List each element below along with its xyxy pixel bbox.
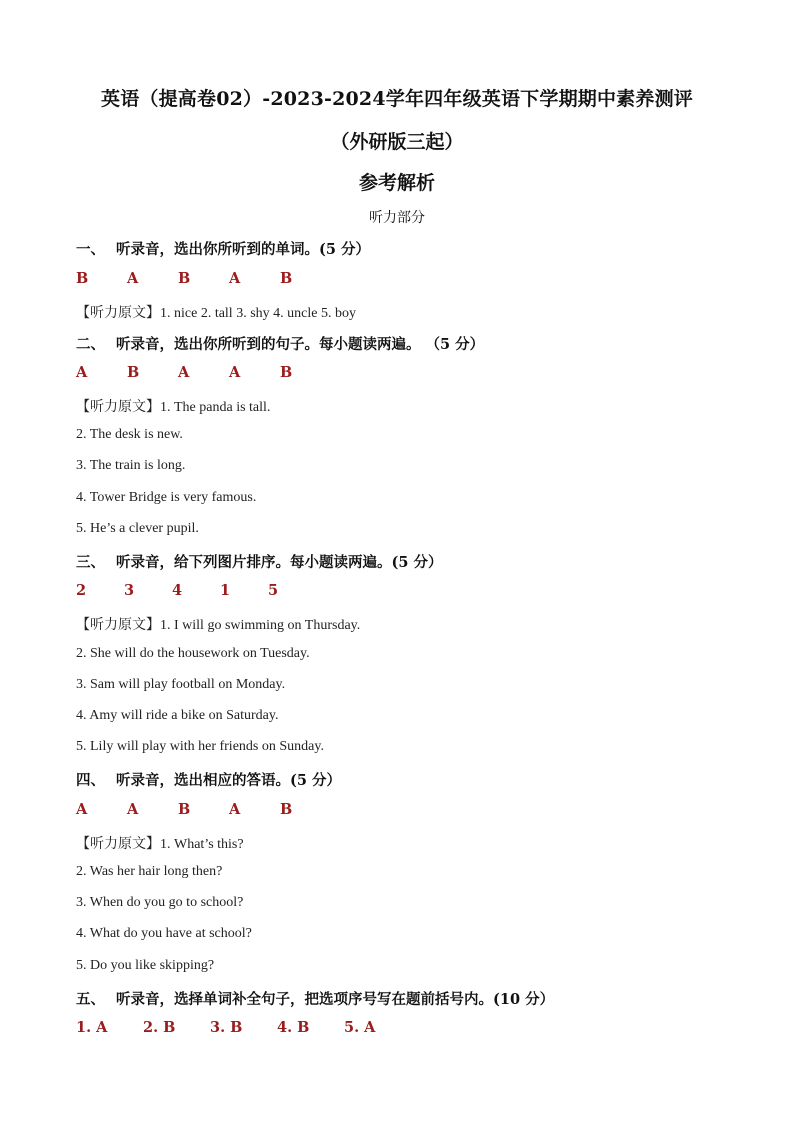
section-5-instruction: 听录音，选择单词补全句子，把选项序号写在题前括号内。(10 分）: [116, 991, 555, 1008]
section-2-heading: [76, 333, 484, 354]
answer: B: [178, 270, 191, 287]
section-3-instruction: 听录音，给下列图片排序。每小题读两遍。(5 分）: [116, 554, 443, 571]
document-title: 英语（提高卷02）-2023-2024学年四年级英语下学期期中素养测评: [101, 88, 693, 110]
script-line: 3. When do you go to school?: [76, 895, 244, 910]
section-5-number: 五、: [76, 991, 105, 1008]
script-tag: 【听力原文】: [76, 305, 160, 321]
answer: 5. A: [344, 1019, 376, 1036]
section-1-answers: [76, 270, 292, 287]
answer: A: [229, 270, 241, 287]
document-subtitle: （外研版三起）: [330, 131, 464, 153]
answer: 2. B: [143, 1019, 176, 1036]
script-line: 2. The desk is new.: [76, 427, 183, 442]
section-4-heading: [76, 769, 341, 790]
answer: B: [280, 270, 293, 287]
script-line: 1. What’s this?: [160, 837, 244, 852]
answer: 3. B: [210, 1019, 243, 1036]
section-4-script-1: [76, 833, 244, 853]
section-3-heading: [76, 551, 443, 572]
section-3-script-1: [76, 614, 360, 634]
script-tag: 【听力原文】: [76, 399, 160, 415]
script-line: 1. I will go swimming on Thursday.: [160, 618, 361, 633]
answer: A: [76, 364, 88, 381]
answer: 2: [76, 582, 87, 599]
section-4-answers: [76, 801, 292, 818]
script-tag: 【听力原文】: [76, 836, 160, 852]
script-line: 5. He’s a clever pupil.: [76, 521, 199, 536]
script-line: 4. What do you have at school?: [76, 926, 252, 941]
answer: A: [127, 270, 139, 287]
answer: A: [127, 801, 139, 818]
answer: 4: [172, 582, 183, 599]
script-line: 5. Lily will play with her friends on Sunday.: [76, 739, 324, 754]
answer: B: [280, 801, 293, 818]
script-line: 1. nice 2. tall 3. shy 4. uncle 5. boy: [160, 306, 356, 321]
section-1-heading: [76, 238, 370, 259]
section-3-answers: [76, 582, 278, 599]
section-4-instruction: 听录音，选出相应的答语。(5 分）: [116, 772, 341, 789]
script-tag: 【听力原文】: [76, 617, 160, 633]
answer: B: [76, 270, 89, 287]
section-2-answers: [76, 364, 292, 381]
answer: B: [280, 364, 293, 381]
section-5-answers: [76, 1019, 375, 1036]
document-heading: 参考解析: [358, 172, 435, 194]
script-line: 2. Was her hair long then?: [76, 864, 223, 879]
script-line: 3. Sam will play football on Monday.: [76, 677, 286, 692]
section-1-number: 一、: [76, 241, 105, 258]
answer: 4. B: [277, 1019, 310, 1036]
part-heading: 听力部分: [369, 210, 425, 226]
answer: A: [76, 801, 88, 818]
section-3-number: 三、: [76, 554, 105, 571]
answer: 1: [220, 582, 231, 599]
script-line: 4. Tower Bridge is very famous.: [76, 490, 257, 505]
section-4-number: 四、: [76, 772, 105, 789]
script-line: 4. Amy will ride a bike on Saturday.: [76, 708, 279, 723]
script-line: 3. The train is long.: [76, 458, 186, 473]
section-2-instruction: 听录音，选出你所听到的句子。每小题读两遍。 （5 分）: [116, 336, 485, 353]
answer: B: [127, 364, 140, 381]
answer: 1. A: [76, 1019, 108, 1036]
section-1-script: [76, 302, 356, 322]
section-2-script-1: [76, 396, 270, 416]
answer: A: [178, 364, 190, 381]
script-line: 5. Do you like skipping?: [76, 958, 215, 973]
section-5-heading: [76, 988, 554, 1009]
answer: A: [229, 801, 241, 818]
script-line: 1. The panda is tall.: [160, 400, 271, 415]
section-1-instruction: 听录音，选出你所听到的单词。(5 分）: [116, 241, 370, 258]
script-line: 2. She will do the housework on Tuesday.: [76, 646, 310, 661]
answer: B: [178, 801, 191, 818]
answer: A: [229, 364, 241, 381]
section-2-number: 二、: [76, 336, 105, 353]
answer: 5: [268, 582, 279, 599]
answer: 3: [124, 582, 135, 599]
